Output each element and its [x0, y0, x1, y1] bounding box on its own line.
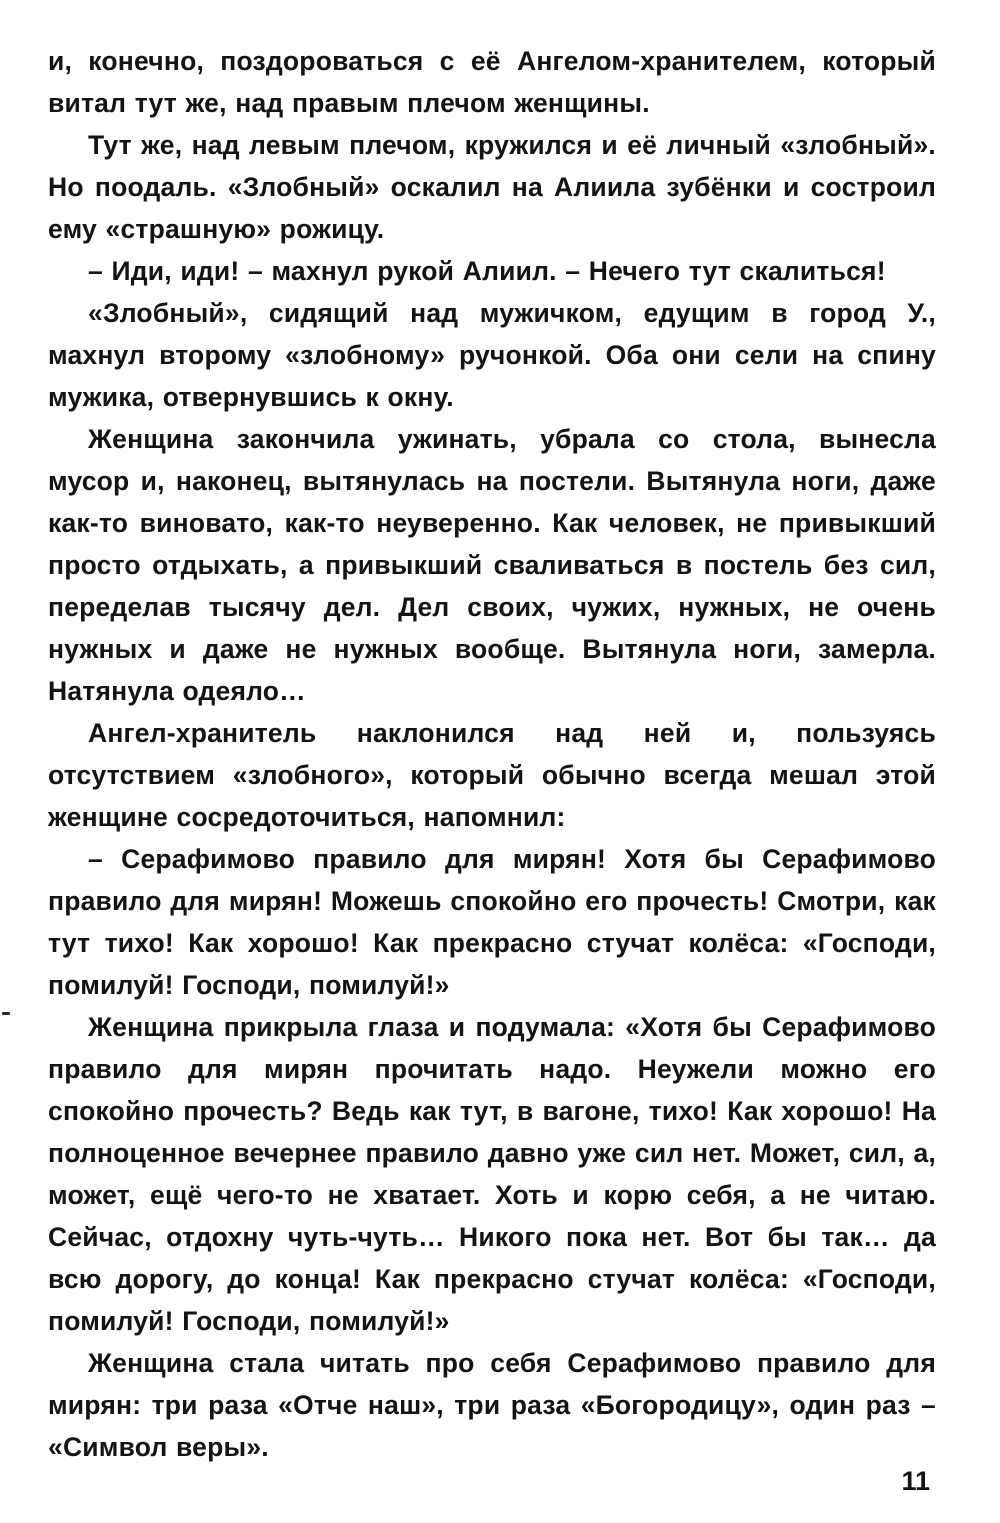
paragraph-8: Женщина прикрыла глаза и подумала: «Хотя бы Серафимово правило для мирян прочитать надо. Неужели можно его спокойно прочесть? Ведь как тут, в вагоне, тихо! Как хорошо! На полноценное вечернее правило давно уже сил нет. Может, сил, а, может, ещё чего-то не хватает. Хоть и корю себя, а не читаю. Сейчас, отдохну чуть-чуть… Никого пока нет. Вот бы так… да всю дорогу, до конца! Как прекрасно стучат колёса: «Господи, помилуй! Господи, помилуй!»	[48, 1012, 936, 1336]
page-text-block	[48, 40, 936, 1468]
paragraph-3-dialogue: – Иди, иди! – махнул рукой Алиил. – Нечего тут скалиться!	[88, 256, 886, 286]
paragraph-6: Ангел-хранитель наклонился над ней и, пользуясь отсутствием «злобного», который обычно всегда мешал этой женщине сосредоточиться, напомнил:	[48, 718, 936, 832]
paragraph-7-dialogue: – Серафимово правило для мирян! Хотя бы Серафимово правило для мирян! Можешь спокойно его прочесть! Смотри, как тут тихо! Как хорошо! Как прекрасно стучат колёса: «Господи, помилуй! Господи, помилуй!»	[48, 844, 936, 1000]
page-number: 11	[901, 1466, 930, 1496]
paragraph-1: и, конечно, поздороваться с её Ангелом-хранителем, который витал тут же, над правым плечом женщины.	[48, 46, 936, 118]
paragraph-5: Женщина закончила ужинать, убрала со стола, вынесла мусор и, наконец, вытянулась на постели. Вытянула ноги, даже как-то виновато, как-то неуверенно. Как человек, не привыкший просто отдыхать, а привыкший сваливаться в постель без сил, переделав тысячу дел. Дел своих, чужих, нужных, не очень нужных и даже не нужных вообще. Вытянула ноги, замерла. Натянула одеяло…	[48, 424, 936, 706]
paragraph-4: «Злобный», сидящий над мужичком, едущим в город У., махнул второму «злобному» ручонкой. Оба они сели на спину мужика, отвернувшись к окну.	[48, 298, 936, 412]
paragraph-9: Женщина стала читать про себя Серафимово правило для мирян: три раза «Отче наш», три раза «Богородицу», один раз – «Символ веры».	[48, 1348, 936, 1462]
paragraph-2: Тут же, над левым плечом, кружился и её личный «злобный». Но поодаль. «Злобный» оскалил на Алиила зубёнки и состроил ему «страшную» рожицу.	[48, 130, 936, 244]
scan-artifact-mark	[2, 1012, 10, 1015]
